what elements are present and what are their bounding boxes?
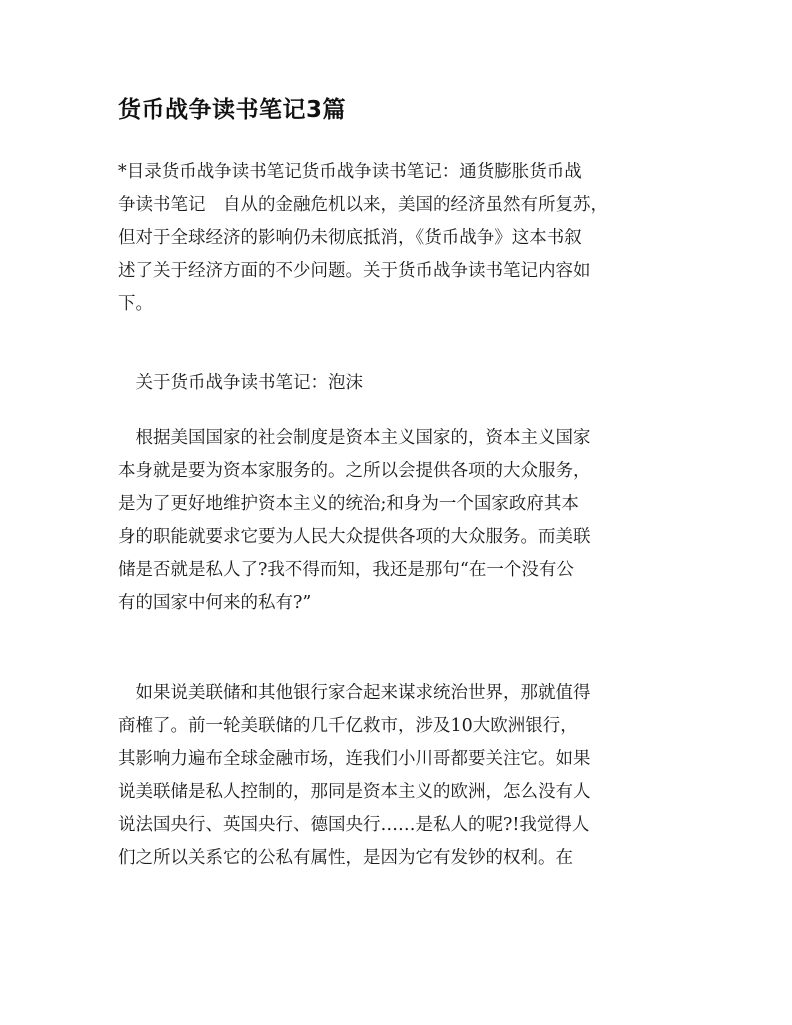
text-line: 说美联储是私人控制的，那同是资本主义的欧洲，怎么没有人 — [118, 782, 591, 802]
text-line: 身的职能就要求它要为人民大众提供各项的大众服务。而美联 — [118, 527, 591, 547]
text-line: 储是否就是私人了?我不得而知，我还是那句“在一个没有公 — [118, 560, 574, 580]
document-title: 货币战争读书笔记3篇 — [118, 97, 347, 123]
paragraph-body-1 — [118, 422, 678, 620]
text-line: 关于货币战争读书笔记：泡沫 — [118, 373, 363, 393]
text-line: 商榷了。前一轮美联储的几千亿救市，涉及10大欧洲银行， — [118, 716, 578, 736]
text-line: 根据美国国家的社会制度是资本主义国家的，资本主义国家 — [118, 428, 591, 448]
text-line: 们之所以关系它的公私有属性，是因为它有发钞的权利。在 — [118, 848, 573, 868]
text-line: 是为了更好地维护资本主义的统治;和身为一个国家政府其本 — [118, 494, 579, 514]
text-line: 说法国央行、英国央行、德国央行……是私人的呢?!我觉得人 — [118, 815, 590, 835]
text-line: 争读书笔记 自从的金融危机以来，美国的经济虽然有所复苏， — [118, 195, 608, 215]
text-line: 有的国家中何来的私有?” — [118, 593, 312, 613]
text-line: 但对于全球经济的影响仍未彻底抵消，《货币战争》这本书叙 — [118, 228, 582, 248]
paragraph-body-2 — [118, 677, 678, 875]
text-line: 本身就是要为资本家服务的。之所以会提供各项的大众服务， — [118, 461, 591, 481]
paragraph-intro — [118, 156, 678, 321]
text-line: 如果说美联储和其他银行家合起来谋求统治世界，那就值得 — [118, 683, 591, 703]
text-line: 其影响力遍布全球金融市场，连我们小川哥都要关注它。如果 — [118, 749, 591, 769]
section-heading — [118, 367, 678, 400]
text-line: 下。 — [118, 294, 153, 314]
text-line: 述了关于经济方面的不少问题。关于货币战争读书笔记内容如 — [118, 261, 591, 281]
text-line: *目录货币战争读书笔记货币战争读书笔记：通货膨胀货币战 — [118, 162, 582, 182]
